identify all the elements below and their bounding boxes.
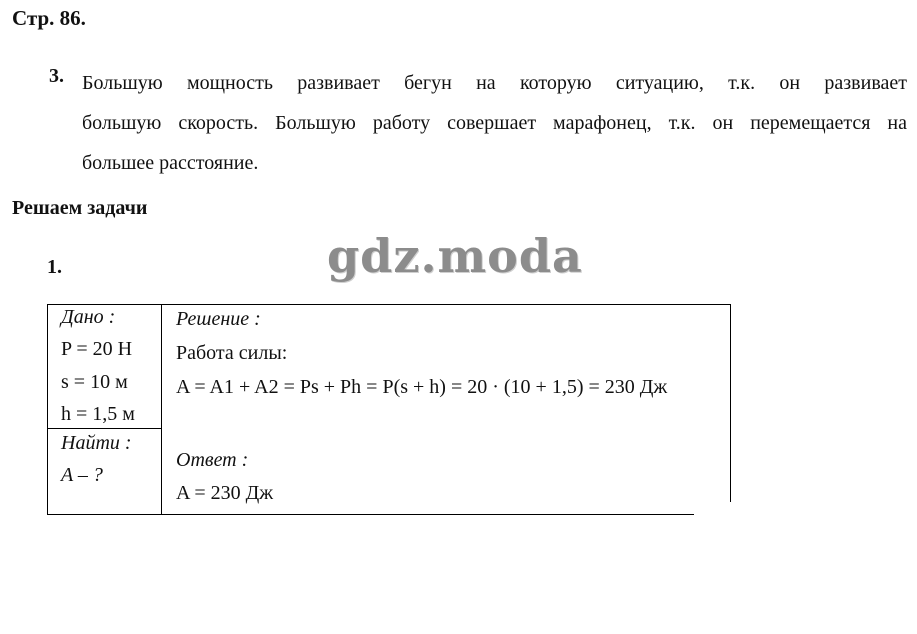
answer-3-line-1: Большую мощность развивает бегун на которую ситуацию, т.к. он развивает (82, 72, 907, 94)
answer-3-line-2: большую скорость. Большую работу совершает марафонец, т.к. он перемещается на (82, 112, 907, 134)
given-force: P = 20 Н (61, 338, 133, 360)
solution-formula: A = A1 + A2 = Ps + Ph = P(s + h) = 20 · (10 + 1,5) = 230 Дж (176, 376, 668, 398)
item-number-3: 3. (49, 65, 64, 87)
given-height: h = 1,5 м (61, 403, 135, 425)
answer-label: Ответ : (176, 449, 249, 471)
table-left-border (47, 304, 48, 514)
answer-3-line-3: большее расстояние. (82, 152, 259, 174)
table-top-border (47, 304, 731, 305)
table-right-border (730, 304, 731, 502)
answer-3-text (82, 63, 907, 183)
page-reference: Стр. 86. (12, 6, 86, 30)
given-distance: s = 10 м (61, 371, 128, 393)
section-title: Решаем задачи (12, 197, 148, 219)
problem-number-1: 1. (47, 256, 62, 278)
answer-value: A = 230 Дж (176, 482, 274, 504)
table-column-divider (161, 304, 162, 514)
solution-label: Решение : (176, 308, 261, 330)
solution-subtitle: Работа силы: (176, 342, 288, 364)
table-bottom-border (47, 514, 694, 515)
find-label: Найти : (61, 432, 132, 454)
given-find-divider (47, 428, 161, 429)
watermark-logo: gdz.moda (327, 229, 583, 283)
given-label: Дано : (61, 306, 116, 328)
find-value: A – ? (61, 464, 103, 486)
